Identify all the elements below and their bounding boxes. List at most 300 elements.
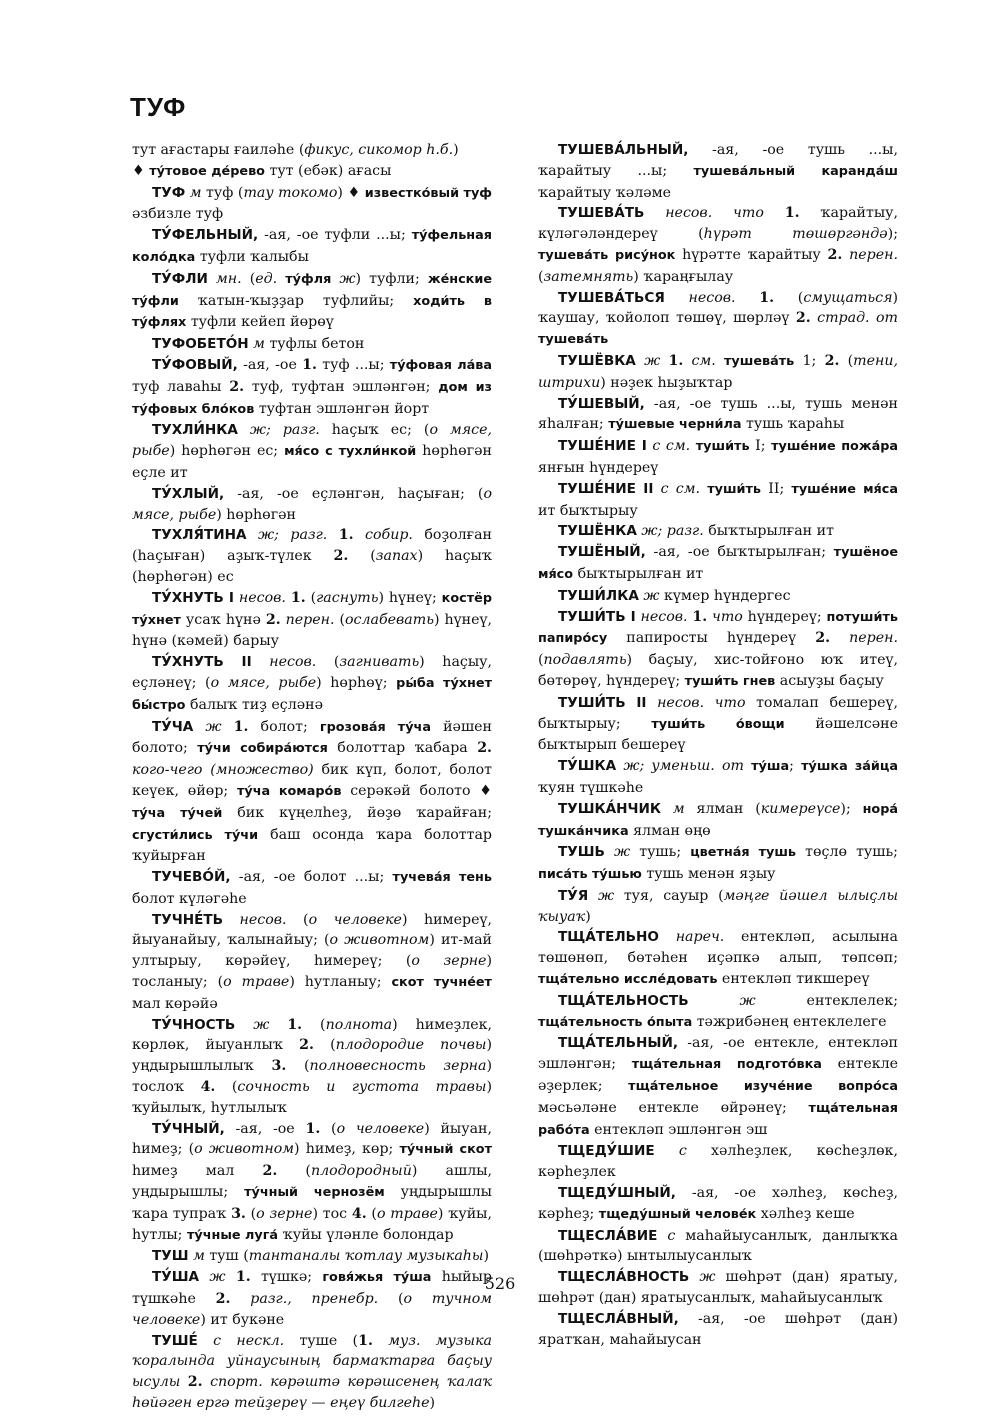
entry-text: ентекләп тикшереү <box>717 971 870 988</box>
entry-headword: ТУФОБЕТО́Н <box>152 336 249 353</box>
entry-text: 1. <box>692 608 708 625</box>
entry-phrase: ры́ба ту́хнет бы́стро <box>132 675 492 713</box>
entry-text: с <box>667 1227 676 1244</box>
dictionary-entry <box>132 140 492 161</box>
entry-text: о мясе, рыбе <box>132 485 492 523</box>
entry-text: плодородный <box>310 1163 412 1180</box>
entry-text: затемнять <box>543 268 634 285</box>
dictionary-entry <box>132 1119 492 1247</box>
entry-text: әзбизле туф <box>132 206 224 223</box>
entry-text: бик күп, болот, болот кеүек, өйөр; <box>132 762 492 799</box>
dictionary-entry <box>538 479 898 522</box>
entry-text: ж <box>205 718 222 735</box>
entry-phrase: ту́ча комаро́в <box>236 783 342 799</box>
entry-headword: ТУШЕВА́ЛЬНЫЙ, <box>558 142 689 158</box>
entry-text: мәсьәләне ентекле өйрәнеү; <box>538 1099 809 1116</box>
entry-phrase: тща́тельность о́пыта <box>538 1014 693 1030</box>
dictionary-entry <box>132 420 492 483</box>
entry-text: ( <box>538 268 544 285</box>
entry-text: ( <box>313 1037 336 1054</box>
entry-text: тантаналы ҡотлау музыкаһы <box>248 1248 484 1265</box>
entry-text: маһайыусанлыҡ, данлыҡҡа (шөһрәткә) ынтылыусанлыҡ <box>538 1227 898 1265</box>
entry-text: запах <box>375 548 418 565</box>
entry-text: 1. <box>305 1120 321 1137</box>
entry-text <box>222 719 234 735</box>
entry-text: түшкә; <box>250 1269 323 1286</box>
entry-text: 2. <box>229 378 245 395</box>
dictionary-entry <box>538 756 898 799</box>
entry-phrase: ту́чный чернозём <box>244 1185 385 1201</box>
page-header-title: ТУФ <box>130 92 187 122</box>
dictionary-entry <box>538 607 898 693</box>
entry-text: һүрәтте ҡарайтыу <box>675 246 828 263</box>
entry-text: туфли кейеп йөрөү <box>186 314 334 331</box>
entry-text: тени, штрихи <box>538 352 899 391</box>
entry-text: ) һимереү, йыуанайыу, ҡалынайыу; ( <box>132 911 492 949</box>
entry-headword: ТЩЕСЛА́ВНЫЙ, <box>558 1310 679 1327</box>
entry-headword: ТУШЕ́ <box>152 1332 198 1349</box>
entry-text: төҫлө тушь; <box>796 844 898 861</box>
entry-phrase: тща́тельное изуче́ние вопро́са <box>628 1079 898 1095</box>
entry-text: ) һаҫыу, еҫләнеү; ( <box>132 654 492 691</box>
entry-headword: ТУШКА́НЧИК <box>558 800 662 817</box>
entry-headword: ТУ́ШКА <box>558 758 617 775</box>
entry-text: 1. <box>338 527 354 544</box>
entry-text: серәкәй болото ♦ <box>341 782 492 799</box>
dictionary-entry <box>538 1183 898 1226</box>
entry-text: ) ҡаушау, ҡойолоп төшөү, шөрләү <box>538 289 899 327</box>
entry-text: ) <box>453 142 459 158</box>
entry-text: ( <box>334 611 346 628</box>
entry-phrase: нора́ тушка́нчика <box>538 801 899 839</box>
entry-phrase: известко́вый туф <box>364 185 492 201</box>
entry-text: полнота <box>325 1016 393 1033</box>
entry-phrase: ту́фовая ла́ва <box>389 357 492 373</box>
entry-text: ентекләп, асылына төшөнөп, бөтәһен иҫәпкә алып, төпсөп; <box>538 929 898 967</box>
entry-text <box>354 527 365 543</box>
entry-text <box>203 1374 210 1390</box>
entry-headword: ТУ́ФЛИ <box>152 270 208 287</box>
entry-headword: ТУ́Я <box>558 887 589 904</box>
entry-text: туш ( <box>204 1248 249 1265</box>
dictionary-entry <box>538 288 898 351</box>
entry-text: ҡарайтыу, күләгәләндереү ( <box>538 205 898 243</box>
entry-text: 2. <box>827 246 843 263</box>
entry-text: туфлы бетон <box>264 336 365 353</box>
entry-text: мал көрәйә <box>132 995 218 1012</box>
entry-text: шөһрәт (дан) яратыу, шөһрәт (дан) яратыусанлыҡ, маһайыусанлыҡ <box>538 1269 898 1307</box>
dictionary-entry <box>132 588 492 652</box>
entry-text: ( <box>839 352 854 369</box>
entry-text: о траве <box>223 974 290 991</box>
entry-text: ) тосланыу; ( <box>132 953 492 991</box>
entry-text: тушь; <box>630 844 691 861</box>
entry-text: -ая, -ое ентекле, ентекләп эшләнгән; <box>538 1035 898 1073</box>
dictionary-entry <box>538 991 898 1034</box>
entry-text: ) <box>585 908 591 925</box>
entry-text: һаҫыҡ ес; ( <box>319 422 430 439</box>
entry-text: ) һутланыу; <box>289 974 392 991</box>
entry-text: хәлһеҙ кеше <box>756 1205 855 1222</box>
entry-text: 2. <box>477 740 492 757</box>
entry-text: ( <box>348 548 376 565</box>
entry-text: уңдырышлы ҡара тупраҡ <box>132 1184 492 1222</box>
entry-text: ) һөрһөгән <box>216 506 296 523</box>
page-number: 526 <box>484 1274 516 1293</box>
entry-text: ) һимеҙлек, көрлөк, йыуанлыҡ <box>132 1016 492 1054</box>
entry-text <box>327 527 338 543</box>
entry-text: 2. <box>333 548 349 565</box>
entry-text <box>605 844 614 860</box>
entry-text: м <box>672 800 685 817</box>
entry-headword: ТУШЁНКА <box>558 523 637 540</box>
dictionary-entry <box>132 269 492 334</box>
entry-text: ж <box>614 844 631 861</box>
dictionary-entry <box>538 140 898 203</box>
entry-text: подавлять <box>543 652 627 669</box>
entry-text: туше ( <box>284 1332 359 1349</box>
entry-text: ); <box>887 226 898 243</box>
entry-text <box>198 1333 213 1349</box>
entry-text: ( <box>320 1120 337 1137</box>
entry-text: плодородие почвы <box>335 1037 487 1054</box>
entry-text: ) уңдырышлылыҡ <box>132 1037 492 1075</box>
entry-text <box>665 290 689 306</box>
entry-headword: ТУХЛЯ́ТИНА <box>152 527 247 544</box>
entry-text: 1. <box>358 1332 373 1349</box>
entry-text: 3. <box>271 1058 287 1075</box>
entry-headword: ТУ́ХНУТЬ I <box>152 589 234 606</box>
entry-text: быҡтырылған ит <box>573 565 704 582</box>
dictionary-entry <box>538 1309 898 1351</box>
entry-text: фикус, сикомор һ.б. <box>304 142 454 158</box>
entry-text: папиросты һүндереү <box>607 630 816 647</box>
entry-text: м <box>189 184 202 201</box>
entry-headword: ТУФ <box>152 184 186 201</box>
entry-text: ит быҡтырыу <box>538 502 638 519</box>
entry-text: сочность и густота травы <box>237 1079 487 1096</box>
entry-phrase: ту́чи собира́ются <box>197 741 328 757</box>
entry-phrase: тучева́я тень <box>392 870 492 886</box>
entry-headword: ТУЧЕВО́Й, <box>152 869 231 886</box>
entry-phrase: туши́ть о́вощи <box>651 716 785 732</box>
entry-text: күмер һүндергес <box>659 587 791 604</box>
entry-text: несов. <box>269 654 317 671</box>
entry-phrase: тушева́льный каранда́ш <box>693 163 898 179</box>
entry-text: о зерне <box>256 1205 313 1222</box>
entry-text: йәшелсәне быҡтырып бешереү <box>538 715 898 754</box>
entry-phrase: тушёное мя́со <box>538 545 898 582</box>
entry-text: о зерне <box>411 953 487 970</box>
entry-text <box>661 801 673 817</box>
entry-text: ); <box>840 800 863 817</box>
entry-text: 2. <box>824 352 840 369</box>
entry-text: ) һүнеү, һүнә (кәмей) барыу <box>132 611 492 650</box>
entry-headword: ТЩА́ТЕЛЬНОСТЬ <box>558 992 689 1009</box>
dictionary-entry <box>538 351 898 394</box>
entry-phrase: ту́шка за́йца <box>801 759 898 775</box>
entry-text: туф, туфтан эшләнгән; <box>244 378 439 395</box>
entry-text: спорт. көрәштә көрәшсенең ҡалаҡ һөйәген ергә тейҙереү — еңеү билгеһе <box>132 1374 492 1412</box>
entry-headword: ТУШЁВКА <box>558 352 636 369</box>
entry-text: тут (ебәк) ағасы <box>264 162 392 179</box>
entry-headword: ТУШЕВА́ТЬ <box>558 205 645 222</box>
entry-phrase: тща́тельная подгото́вка <box>631 1057 822 1073</box>
entry-text <box>373 1333 388 1349</box>
entry-text: тәжрибәнең ентеклелеге <box>692 1013 887 1030</box>
entry-phrase: сгусти́лись ту́чи <box>132 827 259 843</box>
dictionary-entry <box>132 1246 492 1267</box>
dictionary-entry <box>132 652 492 716</box>
entry-text: ) ит-май ултырыу, көрәйеү, һимереү; ( <box>132 932 493 970</box>
entry-text: ) баҫыу, хис-тойғоно юҡ итеү, бөтөрөү, һүндереү; <box>538 652 898 689</box>
entry-phrase: тушева́ть рису́нок <box>538 247 676 263</box>
entry-text: перен. <box>285 611 335 628</box>
entry-text: нареч. <box>675 929 725 946</box>
entry-text <box>764 205 785 221</box>
entry-phrase: дом из ту́фовых бло́ков <box>132 379 492 417</box>
entry-text: ) туфли; <box>355 270 428 287</box>
entry-text: несов. <box>640 608 688 625</box>
entry-text: һимеҙ мал <box>132 1163 263 1180</box>
entry-text: что <box>712 608 743 625</box>
entry-text: ялман өңө <box>628 822 711 839</box>
entry-text: туя, сауыр ( <box>614 887 724 904</box>
entry-text: -ая, -ое шөһрәт (дан) яратҡан, маһайыусан <box>538 1310 898 1348</box>
dictionary-entry <box>132 225 492 269</box>
entry-headword: ТЩЕСЛА́ВНОСТЬ <box>558 1269 690 1286</box>
entry-text: ж <box>699 1269 716 1286</box>
entry-text <box>689 993 740 1009</box>
entry-text <box>736 290 760 306</box>
entry-text: ) ҡуйылыҡ, һутлылыҡ <box>132 1079 492 1116</box>
entry-phrase: тушева́ть <box>538 332 609 348</box>
entry-text <box>655 1143 679 1159</box>
entry-phrase: тща́тельная рабо́та <box>538 1100 898 1138</box>
dictionary-entry <box>538 394 898 437</box>
entry-text: ( <box>302 1016 326 1033</box>
entry-text: ентеклелек; <box>755 992 898 1009</box>
entry-phrase: тща́тельно иссле́довать <box>538 972 718 988</box>
entry-headword: ТЩЕСЛА́ВИЕ <box>558 1227 658 1244</box>
entry-text: несов. <box>239 911 287 928</box>
dictionary-entry <box>538 842 898 886</box>
entry-text: туф лаваһы <box>132 378 230 395</box>
entry-text: ) ҡуйы, һутлы; <box>132 1205 492 1243</box>
dictionary-entry <box>538 542 898 586</box>
dictionary-entry <box>538 927 898 990</box>
dictionary-entry <box>538 693 898 756</box>
entry-text: туфли ҡалыбы <box>195 248 309 265</box>
entry-text: ж <box>253 1016 270 1033</box>
entry-headword: ТЩЕДУ́ШИЕ <box>558 1143 655 1160</box>
entry-text <box>247 527 258 543</box>
entry-text: томалап бешереү, быҡтырыу; <box>538 694 898 732</box>
entry-text: перен. <box>849 630 898 647</box>
entry-phrase: тщеду́шный челове́к <box>598 1206 757 1222</box>
dictionary-entry <box>538 1033 898 1141</box>
entry-text: несов. что <box>665 205 764 222</box>
entry-text: ) һаҫыҡ (һөрһөгән) ес <box>132 548 492 585</box>
dictionary-entry <box>538 1141 898 1183</box>
entry-text: ) <box>483 1248 490 1265</box>
entry-text: несов. <box>688 289 736 306</box>
entry-text: 2. <box>187 1374 203 1391</box>
entry-text: ж; разг. <box>258 527 328 544</box>
entry-text: туф ...ы; <box>316 356 390 373</box>
entry-headword: ТЩЕДУ́ШНЫЙ, <box>558 1185 676 1202</box>
entry-text: с см. <box>660 480 700 497</box>
entry-text: -ая, -ое <box>237 356 303 373</box>
entry-headword: ТУШИ́ЛКА <box>558 587 639 604</box>
entry-phrase: ту́шевые черни́ла <box>608 417 742 433</box>
entry-phrase: туши́ть <box>707 481 762 497</box>
entry-text: 1. <box>302 356 317 373</box>
entry-text: смущаться <box>803 289 893 306</box>
entry-text: ( <box>305 589 317 606</box>
entry-text: ж <box>209 1269 226 1286</box>
entry-text: м <box>253 336 265 353</box>
entry-text: о мясе, рыбе <box>132 422 492 460</box>
entry-text: 3. <box>231 1205 246 1222</box>
entry-text: ж <box>339 270 356 287</box>
entry-text <box>716 353 724 369</box>
dictionary-entry <box>538 1226 898 1268</box>
entry-text: о траве <box>376 1205 438 1222</box>
entry-text: страд. от <box>817 310 899 327</box>
entry-text: бик күңелһеҙ, йөҙө ҡарайған; <box>222 804 492 821</box>
entry-text: гаснуть <box>316 589 379 606</box>
dictionary-entry <box>132 161 492 183</box>
entry-text: ж; уменьш. от <box>623 758 744 775</box>
entry-text: ентекләп эшләнгән эш <box>589 1121 768 1138</box>
entry-text: полновесность зерна <box>309 1058 487 1075</box>
entry-text: хәлһеҙлек, көсһеҙлөк, кәрһеҙлек <box>538 1143 898 1181</box>
entry-headword: ТУ́ЧА <box>152 718 194 735</box>
dictionary-entry <box>132 1331 492 1414</box>
entry-text: ентекле әҙерлек; <box>538 1056 899 1095</box>
entry-text: -ая, -ое тушь ...ы, ҡарайтыу ...ы; <box>538 142 898 179</box>
entry-phrase: грозова́я ту́ча <box>319 719 431 735</box>
entry-headword: ТУШЁНЫЙ, <box>558 544 646 561</box>
entry-text: ) <box>429 1395 436 1412</box>
entry-text: ( <box>286 911 309 928</box>
entry-text: с нескл. <box>213 1332 285 1349</box>
entry-phrase: писа́ть ту́шью <box>538 867 642 883</box>
dictionary-entry <box>132 867 492 910</box>
entry-phrase: говя́жья ту́ша <box>322 1270 432 1286</box>
entry-text: 2. <box>299 1037 314 1054</box>
entry-text: разг., пренебр. <box>250 1291 379 1308</box>
entry-text: ж; разг. <box>249 422 320 439</box>
entry-text <box>659 929 676 945</box>
entry-phrase: ту́товое де́рево <box>149 163 265 179</box>
entry-text: загнивать <box>339 654 420 671</box>
entry-text: ) һимеҙ, көр; <box>294 1141 400 1158</box>
entry-text: болоттар ҡабара <box>327 740 478 757</box>
entry-text: кимереүсе <box>760 800 841 817</box>
entry-text: болот күләгәһе <box>132 890 247 907</box>
entry-text: о тучном человеке <box>132 1291 492 1328</box>
entry-text: -ая, -ое туфли ...ы; <box>258 227 412 244</box>
entry-text: 1. <box>784 205 800 222</box>
entry-text: ; <box>789 758 802 775</box>
entry-text: ) һөрһөгән ес; <box>169 443 285 460</box>
entry-text: мн. <box>216 270 242 287</box>
entry-text: -ая, -ое еҫләнгән, һаҫыған; ( <box>224 485 484 502</box>
entry-text: тушь ҡараһы <box>741 416 845 433</box>
entry-headword: ТУ́ХЛЫЙ, <box>152 485 225 502</box>
entry-text: ҡуйы үләнле болондар <box>278 1226 454 1243</box>
entry-text: ) ит букәне <box>200 1311 285 1328</box>
entry-text: ( <box>215 1079 238 1096</box>
entry-text: ( <box>378 1291 404 1308</box>
entry-text <box>252 654 270 670</box>
entry-text <box>208 271 216 287</box>
entry-phrase: ту́фельная коло́дка <box>132 228 492 265</box>
entry-text: ж <box>644 352 661 369</box>
entry-text: ) ашлы, уңдырышлы; <box>132 1163 493 1201</box>
entry-phrase: потуши́ть папиро́су <box>538 609 898 647</box>
entry-text: с см. <box>652 438 691 455</box>
entry-headword: ТУШИ́ТЬ II <box>558 694 647 711</box>
entry-text <box>657 1228 667 1244</box>
entry-text: балыҡ тиҙ еҫләнә <box>185 696 323 713</box>
entry-text: ж <box>643 587 660 604</box>
entry-text: 2. <box>262 1163 278 1180</box>
entry-text: кого-чего (множество) <box>132 762 314 779</box>
entry-text: ( <box>774 289 804 306</box>
entry-text: баш осонда ҡара болоттар ҡуйырған <box>132 826 492 865</box>
entry-text: II; <box>761 480 792 497</box>
entry-text: ҡарайтыу ҡәләме <box>538 184 672 201</box>
entry-text: 4. <box>200 1079 216 1096</box>
entry-text: ) һөрһөү; <box>316 674 397 691</box>
entry-text: 1; <box>794 352 825 369</box>
dictionary-entry <box>538 521 898 542</box>
entry-text: туф ( <box>201 184 244 201</box>
entry-text: I; <box>749 438 772 455</box>
entry-phrase: ту́чный скот <box>399 1142 493 1158</box>
entry-headword: ТУ́ЧНОСТЬ <box>152 1016 236 1033</box>
entry-text: 1. <box>668 352 684 369</box>
entry-text <box>193 719 205 735</box>
entry-headword: ТУШИ́ТЬ I <box>558 608 636 625</box>
dictionary-entry <box>132 334 492 355</box>
entry-text <box>269 1017 287 1033</box>
entry-text: -ая, -ое болот ...ы; <box>230 869 393 886</box>
entry-text: о мясе, рыбе <box>210 674 317 691</box>
entry-text: һөрһөгән еҫле ит <box>132 443 492 481</box>
entry-text: ( <box>366 1205 377 1222</box>
entry-text: 1. <box>233 718 249 735</box>
entry-text <box>653 481 660 497</box>
entry-text: 1. <box>287 1016 303 1033</box>
entry-text: ослабевать <box>345 611 434 628</box>
entry-headword: ТУШЕ́НИЕ II <box>558 480 654 497</box>
entry-text: перен. <box>849 246 898 263</box>
dictionary-entry <box>132 525 492 587</box>
entry-text: тушь менән яҙыу <box>641 866 776 883</box>
dictionary-entry <box>538 586 898 607</box>
entry-text: ) ♦ <box>337 184 365 201</box>
entry-text: -ая, -ое быҡтырылған; <box>645 544 834 561</box>
entry-phrase: туше́ние мя́са <box>791 481 898 497</box>
entry-text: ♦ <box>132 162 150 179</box>
entry-text: ) йыуан, һимеҙ; ( <box>132 1120 492 1158</box>
entry-text: һүрәт төшөргәндә <box>703 226 888 243</box>
entry-text: 2. <box>815 630 831 647</box>
